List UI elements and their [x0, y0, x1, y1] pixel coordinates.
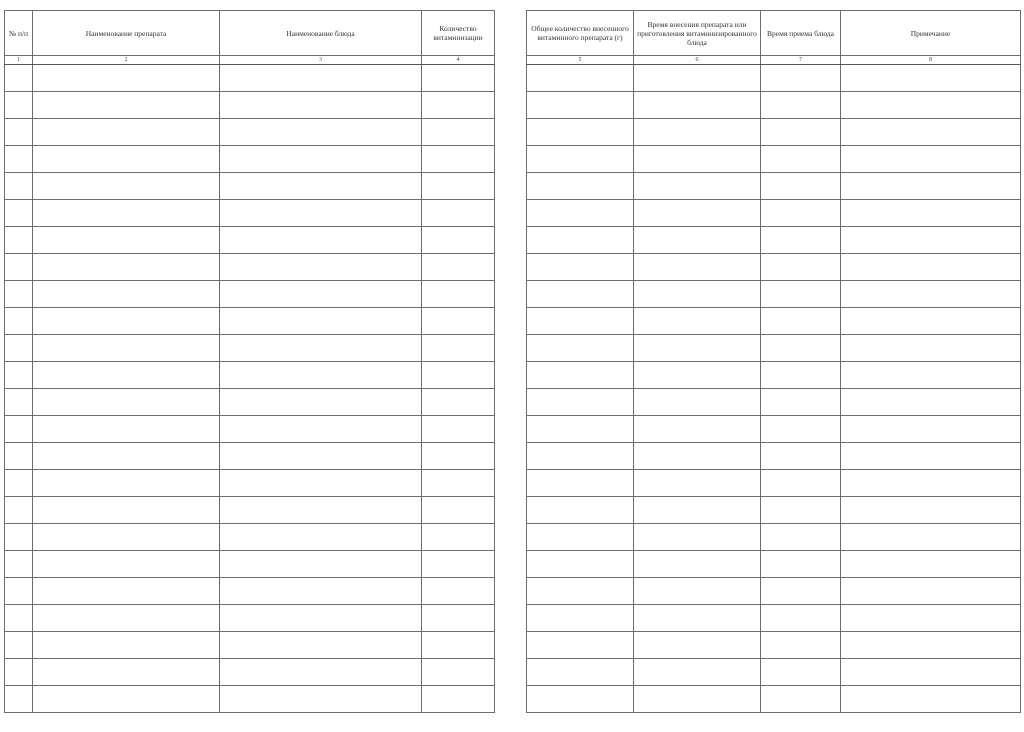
column-header: Наименование препарата	[33, 11, 220, 56]
blank-cell	[841, 281, 1021, 308]
blank-row	[527, 470, 1021, 497]
blank-rows	[5, 65, 495, 713]
blank-cell	[761, 335, 841, 362]
blank-row	[527, 551, 1021, 578]
blank-cell	[634, 65, 761, 92]
blank-cell	[422, 470, 495, 497]
blank-cell	[527, 416, 634, 443]
blank-cell	[422, 227, 495, 254]
blank-cell	[841, 443, 1021, 470]
blank-cell	[422, 92, 495, 119]
blank-cell	[841, 416, 1021, 443]
blank-cell	[5, 65, 33, 92]
blank-cell	[220, 308, 422, 335]
blank-cell	[761, 632, 841, 659]
blank-row	[527, 281, 1021, 308]
blank-cell	[761, 389, 841, 416]
column-header: Примечание	[841, 11, 1021, 56]
blank-cell	[5, 659, 33, 686]
blank-row	[527, 632, 1021, 659]
blank-cell	[220, 281, 422, 308]
blank-cell	[841, 92, 1021, 119]
blank-row	[5, 227, 495, 254]
blank-row	[5, 524, 495, 551]
blank-cell	[527, 362, 634, 389]
blank-cell	[422, 659, 495, 686]
blank-cell	[33, 416, 220, 443]
blank-cell	[761, 254, 841, 281]
blank-cell	[634, 443, 761, 470]
blank-cell	[761, 551, 841, 578]
journal-table-left	[4, 10, 495, 713]
blank-cell	[422, 551, 495, 578]
blank-cell	[5, 308, 33, 335]
blank-row	[5, 389, 495, 416]
blank-cell	[220, 119, 422, 146]
blank-cell	[761, 605, 841, 632]
blank-cell	[761, 200, 841, 227]
blank-cell	[527, 119, 634, 146]
blank-row	[5, 497, 495, 524]
blank-cell	[33, 443, 220, 470]
blank-cell	[220, 173, 422, 200]
blank-cell	[761, 308, 841, 335]
blank-cell	[634, 470, 761, 497]
column-number: 6	[634, 56, 761, 65]
blank-row	[527, 254, 1021, 281]
column-number: 2	[33, 56, 220, 65]
blank-cell	[220, 200, 422, 227]
blank-cell	[5, 173, 33, 200]
blank-cell	[422, 497, 495, 524]
journal-table-right	[526, 10, 1021, 713]
blank-cell	[33, 254, 220, 281]
blank-cell	[761, 416, 841, 443]
blank-cell	[220, 254, 422, 281]
blank-row	[5, 173, 495, 200]
blank-cell	[841, 659, 1021, 686]
blank-cell	[527, 389, 634, 416]
blank-cell	[761, 470, 841, 497]
blank-cell	[33, 173, 220, 200]
blank-cell	[422, 443, 495, 470]
blank-cell	[422, 308, 495, 335]
column-header: Количество витаминизации	[422, 11, 495, 56]
blank-cell	[220, 632, 422, 659]
blank-cell	[527, 686, 634, 713]
blank-row	[527, 578, 1021, 605]
blank-cell	[841, 578, 1021, 605]
blank-rows	[527, 65, 1021, 713]
column-number-row	[527, 56, 1021, 65]
column-header: Общее количество внесенного витаминного препарата (г)	[527, 11, 634, 56]
blank-cell	[33, 605, 220, 632]
blank-cell	[220, 470, 422, 497]
blank-cell	[220, 362, 422, 389]
blank-row	[5, 632, 495, 659]
blank-cell	[422, 146, 495, 173]
blank-cell	[634, 362, 761, 389]
column-header: Наименование блюда	[220, 11, 422, 56]
blank-cell	[220, 92, 422, 119]
blank-cell	[634, 200, 761, 227]
blank-cell	[33, 659, 220, 686]
blank-cell	[634, 524, 761, 551]
blank-cell	[33, 632, 220, 659]
blank-cell	[634, 416, 761, 443]
blank-cell	[5, 92, 33, 119]
blank-cell	[841, 119, 1021, 146]
blank-cell	[422, 632, 495, 659]
blank-row	[527, 335, 1021, 362]
blank-row	[5, 200, 495, 227]
column-number: 4	[422, 56, 495, 65]
blank-cell	[527, 146, 634, 173]
blank-cell	[761, 281, 841, 308]
blank-row	[527, 200, 1021, 227]
blank-cell	[5, 254, 33, 281]
blank-row	[527, 227, 1021, 254]
blank-cell	[5, 632, 33, 659]
blank-cell	[761, 92, 841, 119]
blank-cell	[220, 65, 422, 92]
blank-cell	[33, 281, 220, 308]
blank-cell	[841, 686, 1021, 713]
blank-cell	[220, 605, 422, 632]
column-number: 5	[527, 56, 634, 65]
blank-cell	[634, 659, 761, 686]
blank-row	[5, 146, 495, 173]
column-number: 1	[5, 56, 33, 65]
blank-cell	[5, 686, 33, 713]
blank-cell	[634, 281, 761, 308]
blank-cell	[841, 308, 1021, 335]
blank-cell	[33, 335, 220, 362]
blank-cell	[422, 362, 495, 389]
blank-row	[5, 119, 495, 146]
blank-row	[5, 416, 495, 443]
blank-cell	[527, 632, 634, 659]
blank-cell	[527, 524, 634, 551]
blank-cell	[33, 65, 220, 92]
blank-cell	[634, 605, 761, 632]
blank-cell	[422, 200, 495, 227]
blank-cell	[33, 308, 220, 335]
blank-row	[527, 524, 1021, 551]
blank-row	[527, 416, 1021, 443]
blank-cell	[527, 308, 634, 335]
blank-cell	[33, 119, 220, 146]
blank-cell	[5, 200, 33, 227]
blank-cell	[527, 470, 634, 497]
blank-row	[5, 65, 495, 92]
blank-cell	[5, 335, 33, 362]
blank-row	[5, 605, 495, 632]
blank-cell	[5, 443, 33, 470]
blank-cell	[634, 578, 761, 605]
blank-cell	[841, 551, 1021, 578]
blank-row	[527, 119, 1021, 146]
blank-cell	[5, 416, 33, 443]
blank-cell	[634, 254, 761, 281]
blank-row	[5, 443, 495, 470]
blank-cell	[33, 362, 220, 389]
blank-cell	[527, 173, 634, 200]
blank-cell	[761, 119, 841, 146]
blank-cell	[33, 389, 220, 416]
blank-cell	[422, 524, 495, 551]
blank-cell	[634, 119, 761, 146]
blank-cell	[634, 389, 761, 416]
column-header: № п/п	[5, 11, 33, 56]
blank-cell	[220, 146, 422, 173]
blank-cell	[422, 335, 495, 362]
blank-cell	[527, 65, 634, 92]
blank-cell	[527, 578, 634, 605]
blank-cell	[422, 65, 495, 92]
blank-cell	[761, 578, 841, 605]
column-number-row	[5, 56, 495, 65]
blank-row	[527, 497, 1021, 524]
blank-cell	[220, 524, 422, 551]
blank-cell	[5, 389, 33, 416]
blank-cell	[220, 335, 422, 362]
blank-cell	[5, 578, 33, 605]
blank-row	[5, 254, 495, 281]
blank-cell	[527, 227, 634, 254]
blank-row	[527, 659, 1021, 686]
blank-cell	[841, 632, 1021, 659]
blank-cell	[5, 227, 33, 254]
blank-row	[5, 578, 495, 605]
blank-cell	[5, 605, 33, 632]
blank-cell	[761, 173, 841, 200]
blank-cell	[33, 551, 220, 578]
blank-cell	[761, 362, 841, 389]
blank-cell	[5, 146, 33, 173]
blank-cell	[220, 227, 422, 254]
blank-cell	[422, 578, 495, 605]
journal-page-left	[4, 10, 494, 713]
blank-cell	[761, 65, 841, 92]
blank-cell	[841, 227, 1021, 254]
blank-cell	[527, 659, 634, 686]
blank-cell	[5, 497, 33, 524]
blank-cell	[33, 470, 220, 497]
blank-cell	[220, 443, 422, 470]
blank-row	[5, 659, 495, 686]
blank-cell	[422, 605, 495, 632]
blank-cell	[634, 335, 761, 362]
blank-row	[5, 335, 495, 362]
blank-cell	[527, 92, 634, 119]
blank-row	[527, 389, 1021, 416]
blank-cell	[841, 335, 1021, 362]
blank-cell	[841, 173, 1021, 200]
blank-cell	[5, 119, 33, 146]
blank-cell	[761, 146, 841, 173]
blank-cell	[33, 146, 220, 173]
blank-cell	[527, 443, 634, 470]
blank-row	[527, 308, 1021, 335]
blank-cell	[634, 92, 761, 119]
blank-cell	[761, 497, 841, 524]
blank-cell	[422, 173, 495, 200]
blank-row	[527, 686, 1021, 713]
blank-cell	[634, 551, 761, 578]
blank-cell	[422, 686, 495, 713]
blank-row	[5, 470, 495, 497]
blank-cell	[761, 443, 841, 470]
blank-cell	[841, 200, 1021, 227]
blank-cell	[33, 497, 220, 524]
blank-cell	[841, 254, 1021, 281]
blank-row	[5, 686, 495, 713]
blank-cell	[33, 524, 220, 551]
blank-cell	[33, 92, 220, 119]
column-number: 8	[841, 56, 1021, 65]
blank-cell	[33, 686, 220, 713]
blank-row	[5, 551, 495, 578]
blank-cell	[841, 362, 1021, 389]
blank-cell	[220, 686, 422, 713]
blank-cell	[841, 470, 1021, 497]
blank-cell	[5, 470, 33, 497]
blank-cell	[220, 497, 422, 524]
blank-cell	[5, 362, 33, 389]
blank-row	[5, 308, 495, 335]
journal-page-right	[526, 10, 1020, 713]
column-number: 3	[220, 56, 422, 65]
blank-row	[527, 92, 1021, 119]
blank-cell	[5, 551, 33, 578]
blank-cell	[841, 65, 1021, 92]
blank-cell	[422, 119, 495, 146]
column-header: Время внесения препарата или приготовления витаминизированного блюда	[634, 11, 761, 56]
blank-cell	[841, 146, 1021, 173]
blank-row	[527, 362, 1021, 389]
blank-cell	[841, 389, 1021, 416]
blank-row	[5, 92, 495, 119]
header-row	[5, 11, 495, 56]
blank-cell	[220, 578, 422, 605]
column-number: 7	[761, 56, 841, 65]
blank-cell	[220, 659, 422, 686]
blank-cell	[422, 416, 495, 443]
blank-cell	[220, 389, 422, 416]
blank-cell	[527, 254, 634, 281]
blank-cell	[5, 524, 33, 551]
blank-cell	[761, 227, 841, 254]
blank-cell	[634, 173, 761, 200]
blank-cell	[634, 497, 761, 524]
blank-cell	[527, 497, 634, 524]
blank-cell	[422, 389, 495, 416]
blank-cell	[527, 335, 634, 362]
blank-row	[5, 362, 495, 389]
blank-cell	[761, 524, 841, 551]
blank-row	[527, 65, 1021, 92]
blank-cell	[5, 281, 33, 308]
blank-cell	[220, 551, 422, 578]
blank-cell	[761, 659, 841, 686]
blank-row	[5, 281, 495, 308]
blank-row	[527, 605, 1021, 632]
blank-cell	[33, 227, 220, 254]
blank-cell	[527, 551, 634, 578]
blank-cell	[761, 686, 841, 713]
blank-cell	[220, 416, 422, 443]
blank-row	[527, 173, 1021, 200]
blank-cell	[527, 200, 634, 227]
blank-row	[527, 443, 1021, 470]
blank-cell	[422, 281, 495, 308]
blank-cell	[527, 605, 634, 632]
blank-cell	[634, 632, 761, 659]
column-header: Время приема блюда	[761, 11, 841, 56]
blank-cell	[841, 497, 1021, 524]
blank-cell	[527, 281, 634, 308]
blank-row	[527, 146, 1021, 173]
blank-cell	[422, 254, 495, 281]
header-row	[527, 11, 1021, 56]
blank-cell	[634, 227, 761, 254]
blank-cell	[33, 200, 220, 227]
blank-cell	[841, 524, 1021, 551]
blank-cell	[33, 578, 220, 605]
blank-cell	[634, 146, 761, 173]
blank-cell	[634, 686, 761, 713]
blank-cell	[634, 308, 761, 335]
blank-cell	[841, 605, 1021, 632]
